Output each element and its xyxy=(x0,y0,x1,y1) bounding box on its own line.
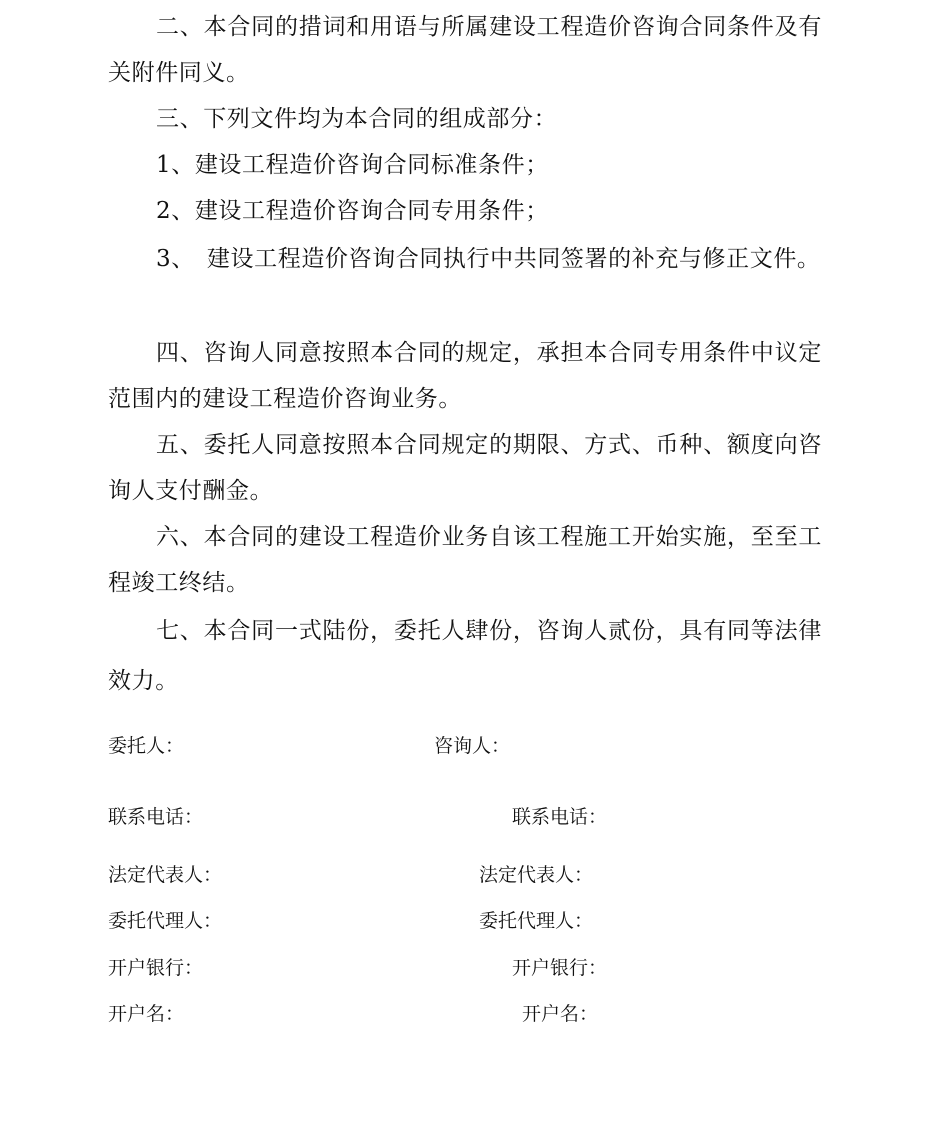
consultant-agent-label: 委托代理人： xyxy=(479,910,594,932)
clause-5: 五、委托人同意按照本合同规定的期限、方式、币种、额度向咨询人支付酬金。 xyxy=(108,432,822,504)
clause-2: 二、本合同的措词和用语与所属建设工程造价咨询合同条件及有关附件同义。 xyxy=(108,14,822,86)
client-legal-rep-label: 法定代表人： xyxy=(108,864,223,886)
clause-3-item-2: 2、建设工程造价咨询合同专用条件； xyxy=(156,198,549,224)
consultant-legal-rep-label: 法定代表人： xyxy=(479,864,594,886)
clause-7: 七、本合同一式陆份，委托人肆份，咨询人贰份，具有同等法律效力。 xyxy=(108,618,822,694)
client-agent-label: 委托代理人： xyxy=(108,910,223,932)
client-bank-label: 开户银行： xyxy=(108,957,204,979)
client-phone-label: 联系电话： xyxy=(108,806,204,828)
consultant-bank-label: 开户银行： xyxy=(512,957,608,979)
clause-3-item-3: 3、 建设工程造价咨询合同执行中共同签署的补充与修正文件。 xyxy=(156,246,821,272)
clause-3-item-1: 1、建设工程造价咨询合同标准条件； xyxy=(156,152,549,178)
consultant-party-label: 咨询人： xyxy=(434,735,511,757)
clause-4: 四、咨询人同意按照本合同的规定，承担本合同专用条件中议定范围内的建设工程造价咨询业务。 xyxy=(108,340,822,412)
consultant-account-name-label: 开户名： xyxy=(522,1003,599,1025)
clause-6: 六、本合同的建设工程造价业务自该工程施工开始实施，至至工程竣工终结。 xyxy=(108,524,822,596)
consultant-phone-label: 联系电话： xyxy=(512,806,608,828)
client-party-label: 委托人： xyxy=(108,735,185,757)
client-account-name-label: 开户名： xyxy=(108,1003,185,1025)
clause-3: 三、下列文件均为本合同的组成部分： xyxy=(156,106,558,132)
